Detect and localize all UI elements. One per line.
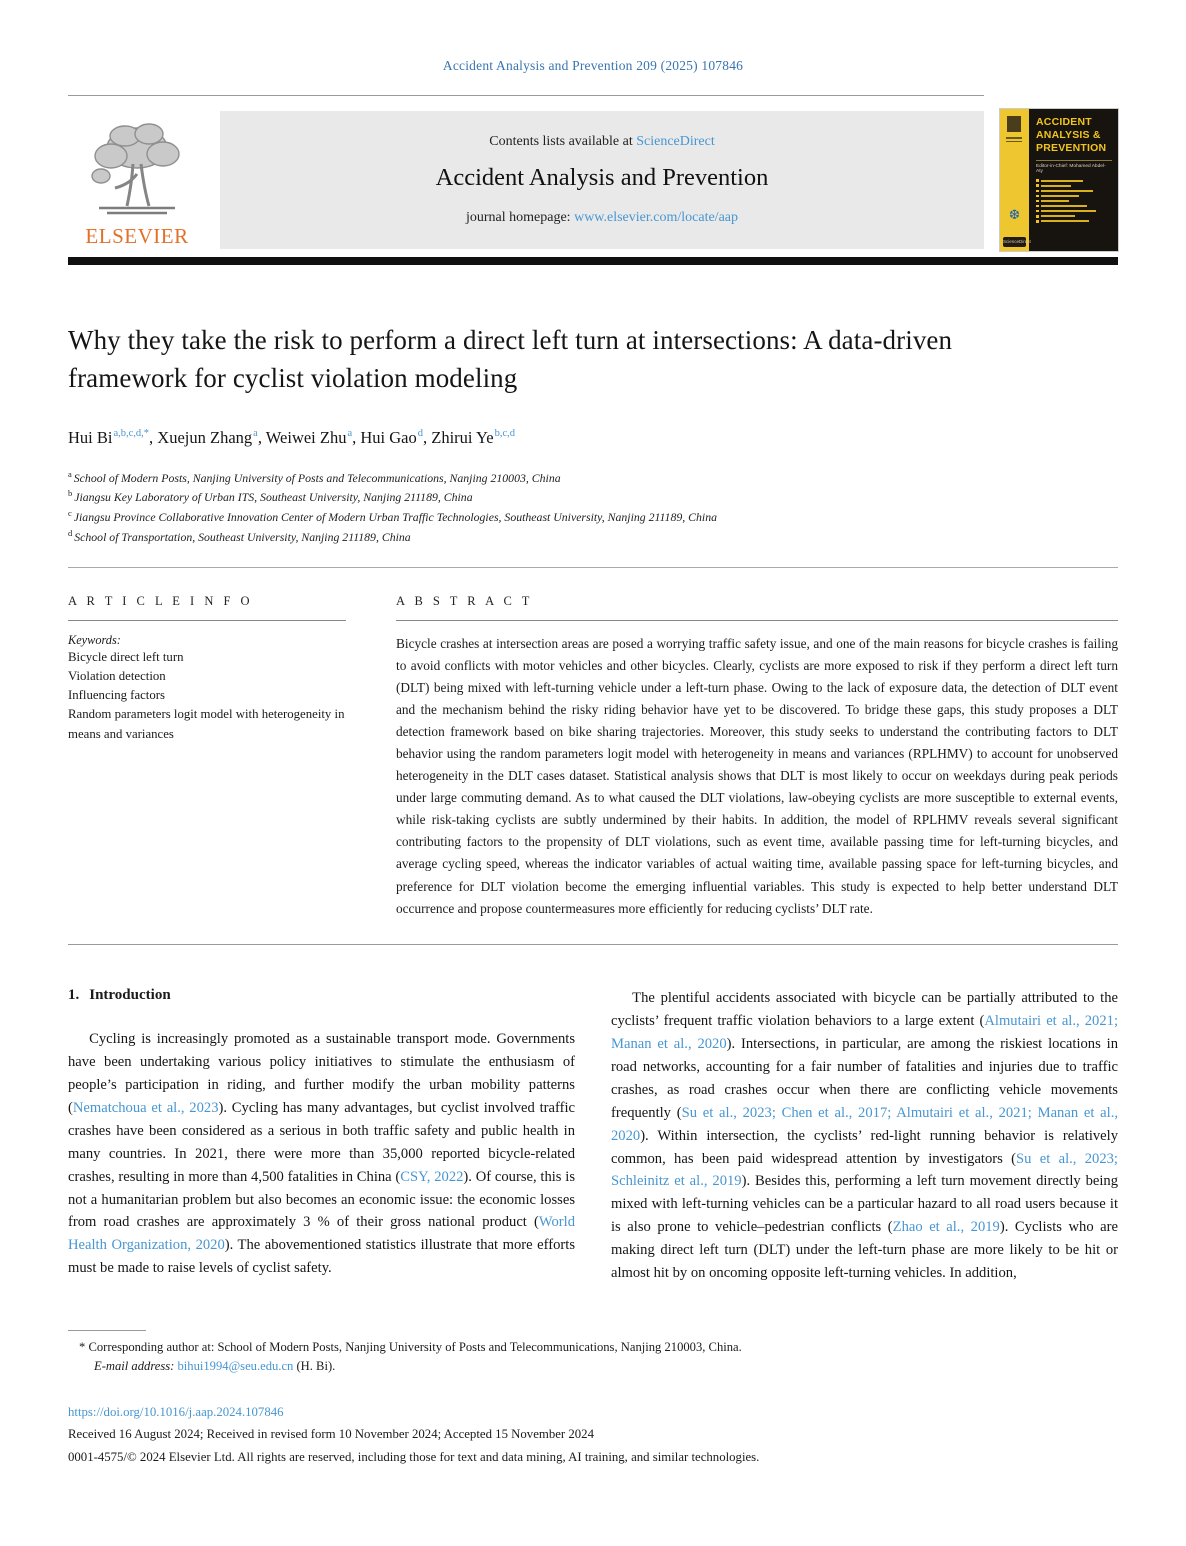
cover-journal-title: ACCIDENT ANALYSIS & PREVENTION bbox=[1036, 116, 1107, 155]
journal-header bbox=[68, 109, 1118, 249]
cover-association-icon: ❆ bbox=[1009, 207, 1020, 222]
affiliation-text: School of Modern Posts, Nanjing University of Posts and Telecommunications, Nanjing 210003, China bbox=[73, 470, 561, 485]
body-column-left bbox=[68, 987, 575, 1285]
body-text: ). The abovementioned statistics illustrate that more efforts must be made to raise levels of cyclist safety. bbox=[68, 1237, 576, 1277]
keywords-label: Keywords: bbox=[68, 632, 121, 647]
body-text: ). Intersections, in particular, are among the riskiest locations in road networks, accounting for a fair number of fatalities and injuries due to traffic crashes, as road crashes occur when there are conflicting vehicle movements frequently ( bbox=[611, 1035, 1118, 1121]
citation-link[interactable]: Su et al., 2023; Chen et al., 2017; Almutairi et al., 2021; Manan et al., 2020 bbox=[611, 1104, 1118, 1144]
body-text: ). Within intersection, the cyclists’ red-light running behavior is relatively common, has been paid widespread attention by investigators ( bbox=[611, 1127, 1118, 1167]
author-affil-marker[interactable]: a bbox=[253, 428, 258, 440]
cover-topic-list bbox=[1036, 179, 1112, 222]
cover-emblem-icon bbox=[1007, 116, 1021, 132]
cover-yellow-strip bbox=[1000, 109, 1029, 251]
author-affil-marker[interactable]: a,b,c,d,* bbox=[113, 428, 150, 440]
corresponding-author-text: Corresponding author at: School of Modern Posts, Nanjing University of Posts and Telecommunications, Nanjing 210003, China. bbox=[85, 1340, 742, 1354]
doi-link[interactable]: https://doi.org/10.1016/j.aap.2024.107846 bbox=[68, 1405, 284, 1419]
affiliation-marker: c bbox=[68, 508, 72, 519]
affiliation-item bbox=[68, 527, 1118, 547]
author-affil-marker[interactable]: d bbox=[417, 428, 424, 440]
journal-title: Accident Analysis and Prevention bbox=[435, 164, 769, 191]
cover-issn-lines bbox=[1006, 137, 1022, 144]
author-separator: , bbox=[423, 427, 432, 447]
affiliation-marker: b bbox=[68, 488, 73, 499]
citation-link[interactable]: Su et al., 2023; Schleinitz et al., 2019 bbox=[611, 1150, 1118, 1190]
homepage-line bbox=[466, 210, 738, 226]
email-suffix: (H. Bi). bbox=[293, 1359, 336, 1373]
page-footer bbox=[68, 1330, 1118, 1468]
footnote-marker: * bbox=[79, 1340, 86, 1354]
doi-block bbox=[68, 1401, 1118, 1468]
body-text: ). Besides this, performing a left turn movement directly being mixed with left-turning vehicles can be a particular hazard to all road users because it is also prone to vehicle–pedestrian conflicts ( bbox=[611, 1173, 1118, 1236]
author-affil-marker[interactable]: a bbox=[347, 428, 353, 440]
citation-link[interactable]: World Health Organization, 2020 bbox=[68, 1214, 575, 1254]
author-separator: , bbox=[149, 427, 158, 447]
author-name: Hui Gao bbox=[360, 427, 417, 447]
body-text: Cycling is increasingly promoted as a sustainable transport mode. Governments have been undertaking various policy initiatives to stimulate the enthusiasm of people’s participation in riding, and further modify the urban mobility patterns ( bbox=[68, 1031, 575, 1116]
author-separator: , bbox=[352, 427, 361, 447]
affiliation-item bbox=[68, 468, 1118, 488]
affiliation-text: School of Transportation, Southeast University, Nanjing 211189, China bbox=[74, 529, 411, 544]
affiliation-list bbox=[68, 468, 1118, 547]
author-list bbox=[68, 428, 1118, 448]
abstract-heading: A B S T R A C T bbox=[396, 593, 533, 608]
body-text: The plentiful accidents associated with bicycle can be partially attributed to the cyclists’ frequent traffic violation behaviors to a large extent ( bbox=[611, 990, 1118, 1030]
contents-line bbox=[489, 134, 715, 150]
author-name: Xuejun Zhang bbox=[157, 427, 253, 447]
affiliation-item bbox=[68, 507, 1118, 527]
sciencedirect-link[interactable]: ScienceDirect bbox=[636, 134, 715, 149]
article-info-heading: A R T I C L E I N F O bbox=[68, 593, 254, 608]
corresponding-author-note bbox=[68, 1340, 1118, 1355]
body-column-right bbox=[611, 987, 1118, 1285]
footnote-rule bbox=[68, 1330, 146, 1331]
journal-homepage-link[interactable]: www.elsevier.com/locate/aap bbox=[574, 210, 738, 225]
author-name: Hui Bi bbox=[68, 427, 113, 447]
elsevier-wordmark: ELSEVIER bbox=[85, 224, 189, 248]
article-info-column bbox=[68, 594, 346, 920]
email-link[interactable]: bihui1994@seu.edu.cn bbox=[177, 1359, 294, 1373]
article-title: Why they take the risk to perform a direct left turn at intersections: A data-driven framework for cyclist violation modeling bbox=[68, 325, 953, 394]
citation-link[interactable]: Zhao et al., 2019 bbox=[892, 1219, 1000, 1236]
body-text: ). Cycling has many advantages, but cyclist involved traffic crashes have been considered as a serious in both traffic safety and public health in many countries. In 2021, there were more than 35,000 reported bicycle-related crashes, resulting in more than 4,500 fatalities in China ( bbox=[68, 1099, 575, 1185]
elsevier-logo bbox=[68, 109, 206, 249]
email-note bbox=[68, 1359, 1118, 1374]
affiliation-text: Jiangsu Province Collaborative Innovation Center of Modern Urban Traffic Technologies, Southeast University, Nanjing 211189, China bbox=[73, 510, 717, 525]
homepage-prefix: journal homepage: bbox=[466, 210, 575, 225]
affiliation-marker: a bbox=[68, 468, 72, 479]
abstract-column bbox=[396, 594, 1118, 920]
received-dates-line: Received 16 August 2024; Received in revised form 10 November 2024; Accepted 15 November 2024 bbox=[68, 1427, 594, 1442]
contents-prefix: Contents lists available at bbox=[489, 134, 637, 149]
author-name: Zhirui Ye bbox=[431, 427, 494, 447]
affiliation-text: Jiangsu Key Laboratory of Urban ITS, Southeast University, Nanjing 211189, China bbox=[74, 490, 473, 505]
elsevier-tree-icon bbox=[81, 118, 193, 222]
section-heading-introduction bbox=[68, 987, 575, 1004]
affiliation-item bbox=[68, 487, 1118, 507]
copyright-line: 0001-4575/© 2024 Elsevier Ltd. All rights are reserved, including those for text and data mining, AI training, and similar technologies. bbox=[68, 1449, 760, 1464]
section-number: 1. bbox=[68, 987, 80, 1004]
email-label: E-mail address: bbox=[94, 1359, 175, 1373]
author-separator: , bbox=[257, 427, 266, 447]
intro-paragraph-left bbox=[68, 1028, 575, 1280]
keyword-item: Bicycle direct left turn bbox=[68, 649, 184, 664]
section-title: Introduction bbox=[89, 987, 171, 1004]
title-section-divider bbox=[68, 567, 1118, 568]
cover-editor-line: Editor-in-Chief: Mohamed Abdel-Aty bbox=[1036, 160, 1112, 174]
header-black-bar bbox=[68, 257, 1118, 265]
abstract-bottom-rule bbox=[68, 944, 1118, 946]
citation-link[interactable]: CSY, 2022 bbox=[400, 1168, 464, 1185]
journal-reference-link[interactable]: Accident Analysis and Prevention 209 (2025) 107846 bbox=[442, 58, 744, 73]
info-abstract-section bbox=[68, 594, 1118, 920]
keyword-item: Violation detection bbox=[68, 669, 166, 684]
author-name: Weiwei Zhu bbox=[265, 427, 347, 447]
author-affil-marker[interactable]: b,c,d bbox=[494, 428, 516, 440]
journal-cover-thumbnail bbox=[1000, 109, 1118, 251]
body-text: ). Cyclists who are making direct left turn (DLT) under the left-turn phase are more likely to be hit or almost hit by on oncoming opposite left-turning vehicles. In addition, bbox=[611, 1219, 1119, 1282]
affiliation-marker: d bbox=[68, 528, 73, 539]
keyword-item: Random parameters logit model with heterogeneity in means and variances bbox=[68, 707, 345, 741]
body-text: ). Of course, this is not a humanitarian problem but also becomes an economic issue: the economic losses from road crashes are approximately 3 % of their gross national product ( bbox=[68, 1168, 575, 1231]
abstract-text: Bicycle crashes at intersection areas are posed a worrying traffic safety issue, and one of the main reasons for bicycle crashes is failing to avoid conflicts with motor vehicles and other bicycles. Clearly, cyclists are more exposed to risk if they perform a direct left turn (DLT) being mixed with left-turning vehicle under a left-turn phase. Owing to the lack of exposure data, the detection of DLT event and the mechanism behind the risky riding behavior have yet to be discovered. To bridge these gaps, this study proposes a DLT detection framework based on bike sharing trajectories. Moreover, this study seeks to understand the contributing factors to DLT behavior using the random parameters logit model with heterogeneity in means and variances (RPLHMV) to account for unobserved heterogeneity in the DLT cases dataset. Statistical analysis shows that DLT is most likely to occur on weekdays during peak periods under large commuting demand. As to what caused the DLT violations, law-obeying cyclists are more susceptible to external events, while risk-taking cyclists are subtly undermined by their habits. In addition, the model of RPLHMV reveals several significant contributing factors to the propensity of DLT violations, such as event time, available passing time for left-turning bicycles, and average cycling speed, whereas the indicator variables of actual waiting time, available passing space for left-turning bicycles, and preference for DLT violation become the emerging influential variables. This study is expected to help better understand DLT occurrence and propose countermeasures more efficiently for reducing cyclists’ DLT rate. bbox=[396, 635, 1118, 916]
keyword-item: Influencing factors bbox=[68, 688, 166, 703]
cover-sciencedirect-badge: ScienceDirect bbox=[1003, 237, 1026, 247]
citation-link[interactable]: Nematchoua et al., 2023 bbox=[72, 1099, 219, 1116]
article-info-rule bbox=[68, 620, 346, 621]
citation-link[interactable]: Almutairi et al., 2021; Manan et al., 2020 bbox=[611, 1013, 1118, 1052]
cover-main-panel bbox=[1029, 109, 1118, 251]
intro-paragraph-right bbox=[611, 987, 1118, 1285]
abstract-rule bbox=[396, 620, 1118, 621]
journal-banner bbox=[220, 111, 984, 249]
body-columns bbox=[68, 987, 1118, 1285]
header-top-rule bbox=[68, 95, 984, 96]
